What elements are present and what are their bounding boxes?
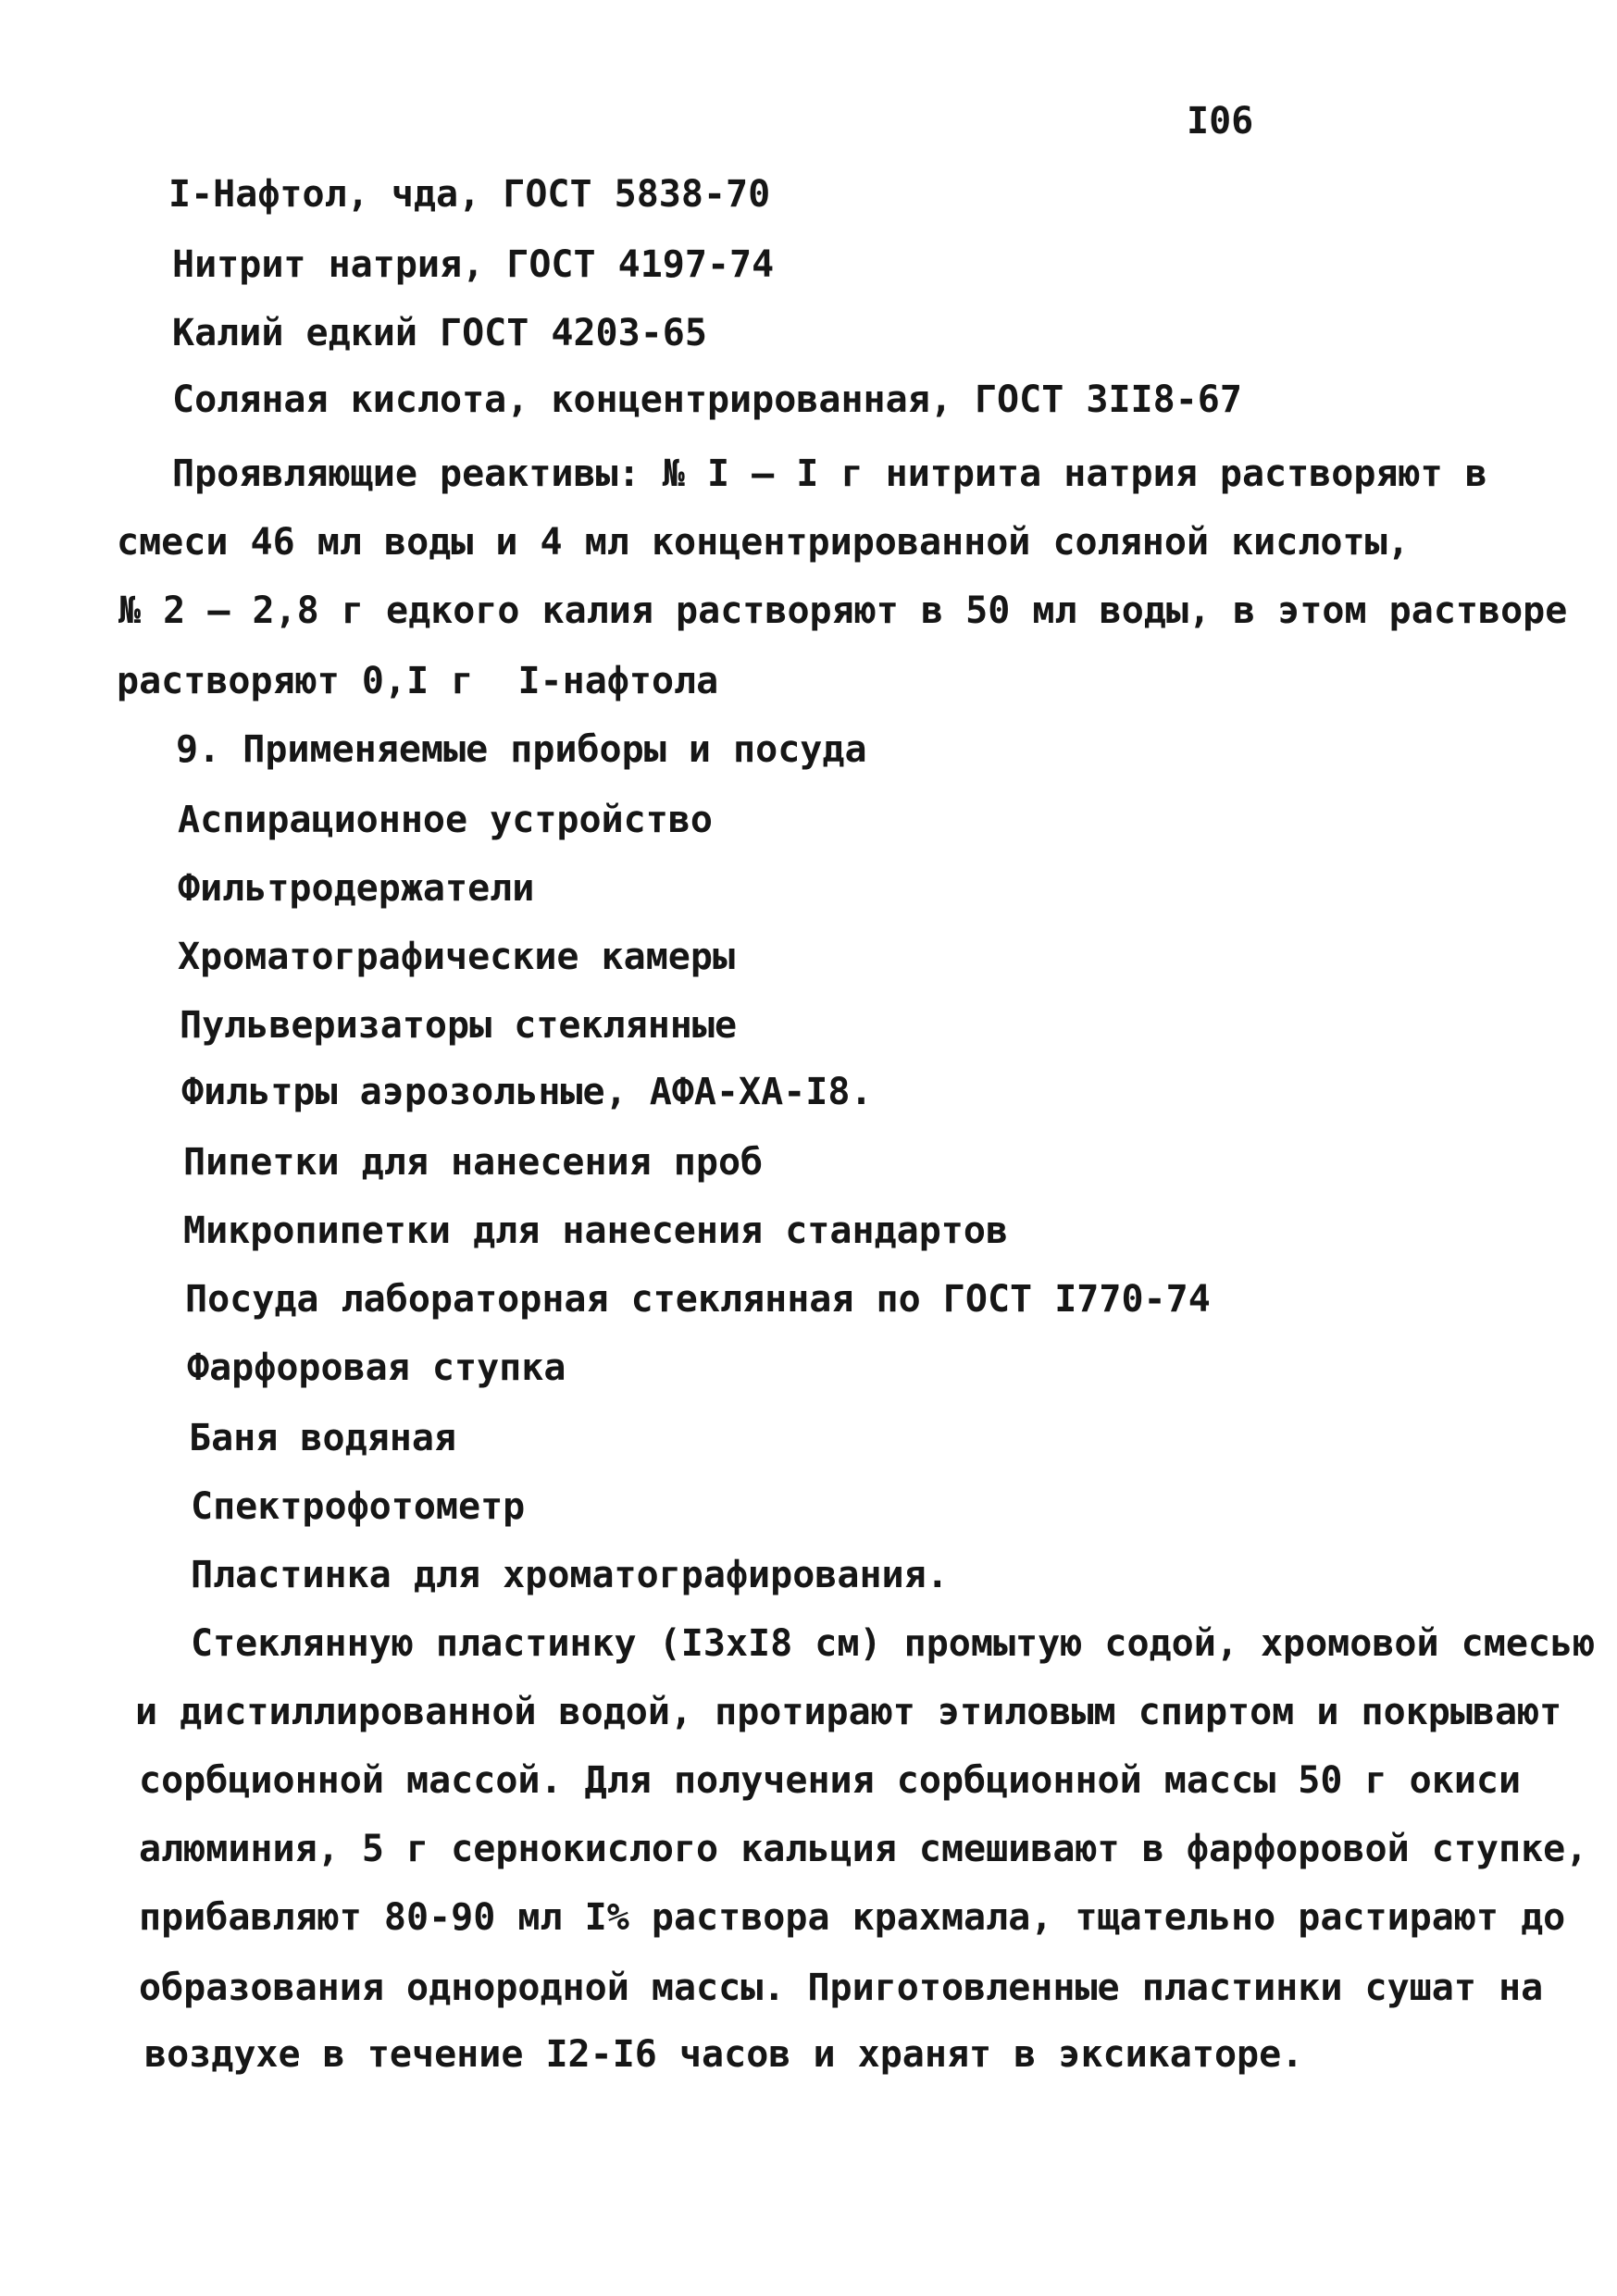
developing-reagents-line: растворяют 0,I г I-нафтола — [117, 660, 719, 702]
plate-prep-line: прибавляют 80-90 мл I% раствора крахмала, тщательно растирают до — [139, 1896, 1566, 1939]
equipment-item: Спектрофотометр — [191, 1485, 526, 1528]
equipment-item: Баня водяная — [189, 1417, 456, 1459]
equipment-item: Фарфоровая ступка — [187, 1347, 566, 1389]
equipment-item: Фильтры аэрозольные, АФА-ХА-I8. — [181, 1071, 873, 1113]
section-heading: 9. Применяемые приборы и посуда — [176, 728, 867, 771]
reagent-line: Калий едкий ГОСТ 4203-65 — [172, 312, 707, 354]
plate-prep-line: и дистиллированной водой, протирают этиловым спиртом и покрывают — [135, 1691, 1562, 1733]
plate-prep-line: алюминия, 5 г сернокислого кальция смешивают в фарфоровой ступке, — [139, 1828, 1588, 1870]
developing-reagents-line: Проявляющие реактивы: № I – I г нитрита натрия растворяют в — [172, 453, 1487, 495]
reagent-line: Соляная кислота, концентрированная, ГОСТ 3II8-67 — [172, 379, 1242, 421]
plate-prep-line: образования однородной массы. Приготовленные пластинки сушат на — [139, 1967, 1544, 2009]
equipment-item: Хроматографические камеры — [178, 936, 736, 978]
reagent-line: I-Нафтол, чда, ГОСТ 5838-70 — [168, 173, 771, 216]
equipment-item: Пульверизаторы стеклянные — [180, 1004, 738, 1047]
equipment-item: Пластинка для хроматографирования. — [191, 1554, 949, 1596]
equipment-item: Посуда лабораторная стеклянная по ГОСТ I770-74 — [185, 1278, 1211, 1321]
equipment-item: Микропипетки для нанесения стандартов — [183, 1210, 1009, 1252]
plate-prep-line: Стеклянную пластинку (I3хI8 см) промытую содой, хромовой смесью — [191, 1622, 1596, 1665]
plate-prep-line: воздухе в течение I2-I6 часов и хранят в эксикаторе. — [144, 2033, 1304, 2076]
equipment-item: Аспирационное устройство — [178, 799, 713, 841]
equipment-item: Фильтродержатели — [178, 867, 535, 910]
developing-reagents-line: смеси 46 мл воды и 4 мл концентрированной соляной кислоты, — [117, 521, 1410, 564]
reagent-line: Нитрит натрия, ГОСТ 4197-74 — [172, 243, 775, 286]
developing-reagents-line: № 2 – 2,8 г едкого калия растворяют в 50 мл воды, в этом растворе — [118, 590, 1568, 632]
plate-prep-line: сорбционной массой. Для получения сорбционной массы 50 г окиси — [139, 1759, 1522, 1802]
page-number: I06 — [1187, 100, 1254, 143]
equipment-item: Пипетки для нанесения проб — [183, 1141, 764, 1184]
